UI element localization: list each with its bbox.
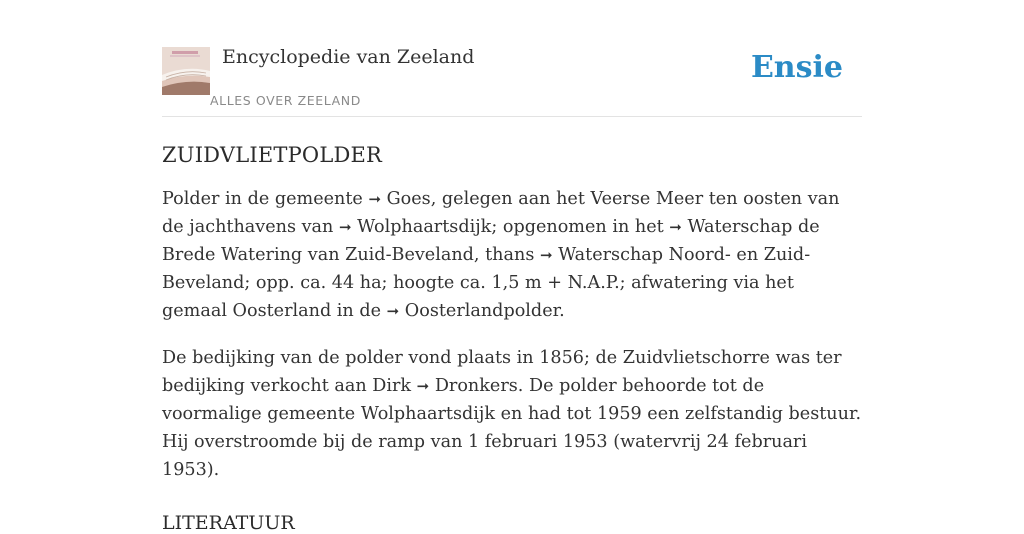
entry-paragraph-2 [162,344,862,484]
text-segment: . [559,301,565,321]
book-photo-logo-icon[interactable] [162,47,210,95]
xref-label: Oosterlandpolder [404,301,560,321]
text-segment: De bedijking van de polder vond plaats in 1856; de Zuidvlietschorre was ter bedijking verkocht aan Dirk [162,348,842,396]
text-segment: . De polder behoorde tot de voormalige gemeente Wolphaartsdijk en had tot 1959 een zelfstandig bestuur. Hij overstroomde bij de ramp van 1 februari 1953 (watervrij 24 februari 1953). [162,376,862,480]
literature-heading: LITERATUUR [162,512,295,534]
site-title[interactable]: Encyclopedie van Zeeland [222,46,475,68]
site-tagline: ALLES OVER ZEELAND [210,93,361,108]
entry-title: ZUIDVLIETPOLDER [162,143,383,167]
ensie-brand-link[interactable]: Ensie [750,50,843,85]
xref-link-oosterlandpolder[interactable] [387,301,559,321]
arrow-right-icon: ➞ [338,218,352,236]
xref-label: Waterschap de Brede Watering van Zuid-Beveland [162,217,820,265]
entry-body [162,185,862,484]
arrow-right-icon: ➞ [386,302,400,320]
xref-label: Wolphaartsdijk [357,217,492,237]
entry-article [162,143,862,534]
xref-label: Waterschap Noord- en Zuid-Beveland [162,245,811,293]
entry-paragraph-1 [162,185,862,325]
xref-label: Goes [386,189,431,209]
arrow-right-icon: ➞ [669,218,682,236]
xref-link-goes[interactable] [368,189,430,209]
page-container [162,0,862,534]
text-segment: Polder in de gemeente [162,189,369,209]
text-segment: , thans [473,245,540,265]
xref-link-wolphaartsdijk[interactable] [339,217,491,237]
arrow-right-icon: ➞ [368,190,382,208]
text-segment: ; opp. ca. 44 ha; hoogte ca. 1,5 m + N.A.P.; afwatering via het gemaal Oosterland in de [162,273,794,321]
arrow-right-icon: ➞ [539,246,553,264]
arrow-right-icon: ➞ [416,377,430,395]
text-segment: , gelegen aan het Veerse Meer ten oosten van de jachthavens van [162,189,840,237]
xref-label: Dronkers [434,376,518,396]
site-header [162,0,862,117]
xref-link-dronkers[interactable] [417,376,518,396]
text-segment: ; opgenomen in het [491,217,670,237]
